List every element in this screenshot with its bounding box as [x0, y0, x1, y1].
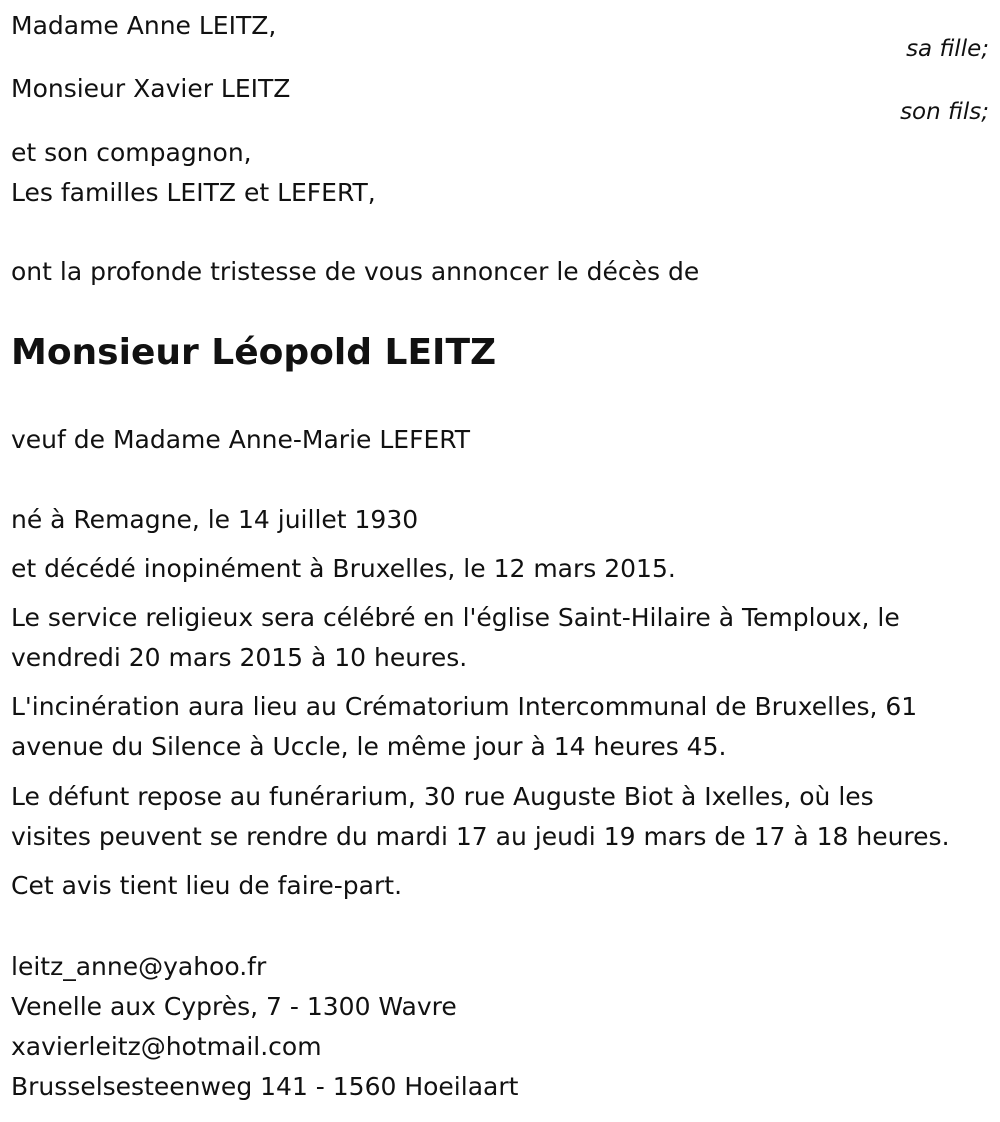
birth-info: né à Remagne, le 14 juillet 1930	[11, 505, 419, 534]
visit-line-1: Le défunt repose au funérarium, 30 rue Auguste Biot à Ixelles, où les	[11, 782, 874, 811]
daughter-role: sa fille;	[906, 36, 989, 62]
notice: Cet avis tient lieu de faire-part.	[11, 871, 403, 900]
address-2: Brusselsesteenweg 141 - 1560 Hoeilaart	[11, 1072, 519, 1101]
son-role: son fils;	[900, 99, 989, 125]
service-line-1: Le service religieux sera célébré en l'église Saint-Hilaire à Temploux, le	[11, 603, 900, 632]
email-1[interactable]: leitz_anne@yahoo.fr	[11, 952, 267, 981]
cremation-line-2: avenue du Silence à Uccle, le même jour à 14 heures 45.	[11, 732, 727, 761]
widower-of: veuf de Madame Anne-Marie LEFERT	[11, 425, 471, 454]
visit-line-2: visites peuvent se rendre du mardi 17 au jeudi 19 mars de 17 à 18 heures.	[11, 822, 950, 851]
service-line-2: vendredi 20 mars 2015 à 10 heures.	[11, 643, 468, 672]
death-info: et décédé inopinément à Bruxelles, le 12 mars 2015.	[11, 554, 676, 583]
deceased-name: Monsieur Léopold LEITZ	[11, 332, 497, 373]
announcement: ont la profonde tristesse de vous annoncer le décès de	[11, 257, 700, 286]
email-2[interactable]: xavierleitz@hotmail.com	[11, 1032, 322, 1061]
son-name: Monsieur Xavier LEITZ	[11, 74, 291, 103]
daughter-name: Madame Anne LEITZ,	[11, 11, 277, 40]
companion: et son compagnon,	[11, 138, 252, 167]
families: Les familles LEITZ et LEFERT,	[11, 178, 376, 207]
address-1: Venelle aux Cyprès, 7 - 1300 Wavre	[11, 992, 457, 1021]
cremation-line-1: L'incinération aura lieu au Crématorium Intercommunal de Bruxelles, 61	[11, 692, 918, 721]
